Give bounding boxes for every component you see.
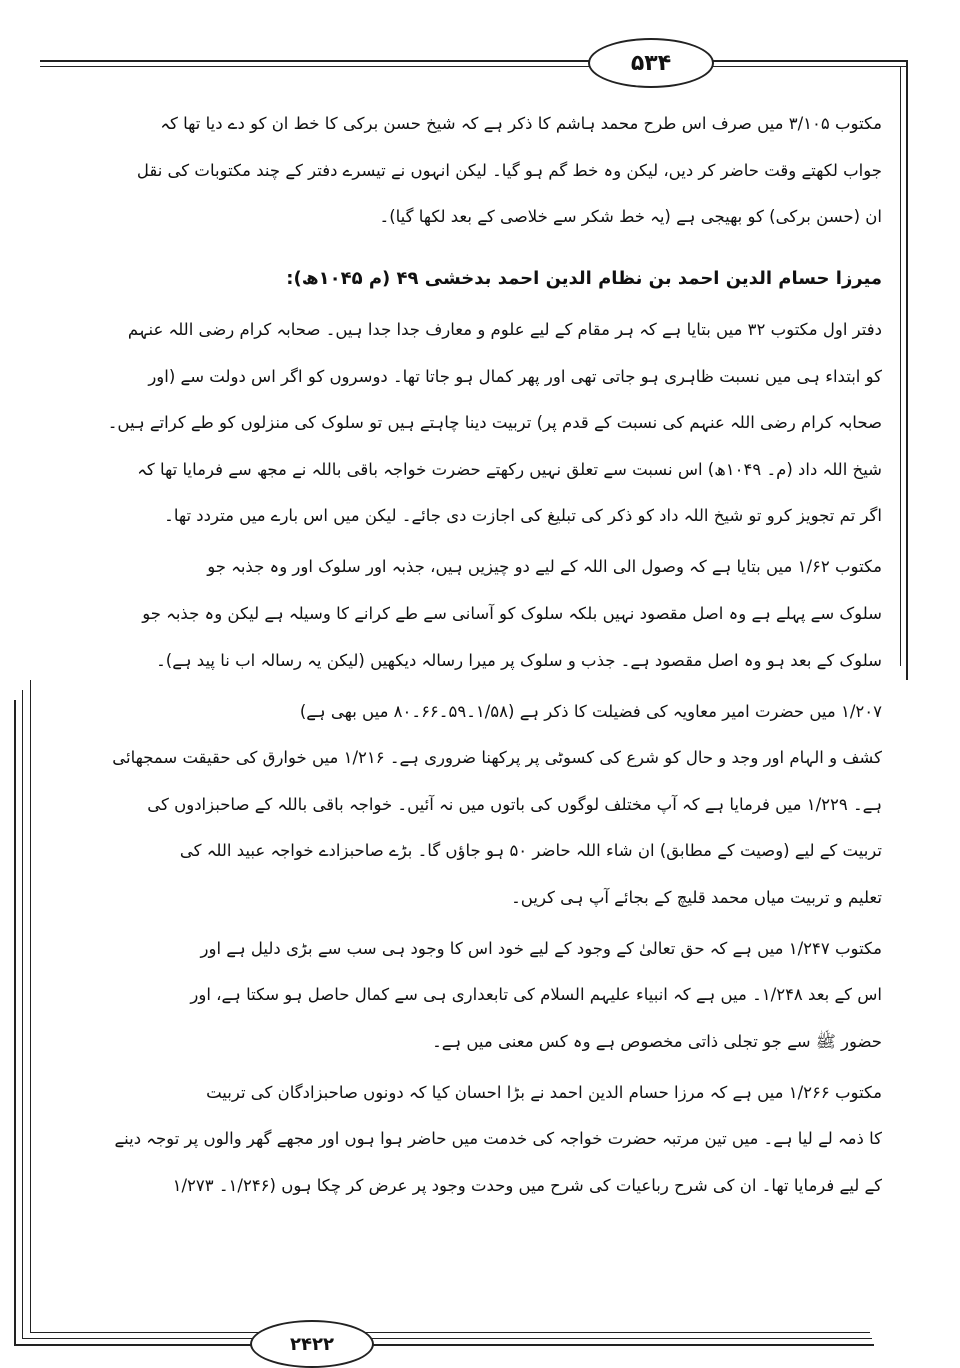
body-line: تربیت کے لیے (وصیت کے مطابق) ان شاء اللہ حاضر ۵۰ ہو جاؤں گا۔ بڑے صاحبزادے خواجہ عبید اللہ کی [179, 841, 882, 860]
body-line: ان (حسن برکی) کو بھیجی ہے (یہ خط شکر سے خلاصی کے بعد لکھا گیا)۔ [379, 207, 882, 226]
body-line: سلوک کے بعد ہو وہ اصل مقصود ہے۔ جذب و سلوک پر میرا رسالہ دیکھیں (لیکن یہ رسالہ اب نا پید ہے)۔ [156, 651, 882, 670]
bottom-frame-line-outer [14, 1344, 874, 1346]
bottom-frame-line-mid [22, 1338, 872, 1339]
body-line: کے لیے فرمایا تھا۔ ان کی شرح رباعیات کی شرح میں وحدت وجود پر عرض کر چکا ہوں (۱/۲۴۶۔ ۱/۲۷۳ [172, 1176, 882, 1195]
left-frame-line-outer [14, 700, 16, 1345]
body-line: صحابہ کرام رضی اللہ عنہم کی نسبت کے قدم پر) تربیت دینا چاہتے ہیں تو سلوک کی منزلوں کو طے کراتے ہیں۔ [107, 413, 882, 432]
body-line: کشف و الہام اور وجد و حال کو شرع کی کسوٹی پر پرکھنا ضروری ہے۔ ۱/۲۱۶ میں خوارق کی حقیقت سمجھائی [112, 748, 882, 767]
page-number-bottom: ۲۴۲۲ [250, 1320, 374, 1368]
body-line: مکتوب ۱/۲۶۶ میں ہے کہ مرزا حسام الدین احمد نے بڑا احسان کیا کہ دونوں صاحبزادگان کی تربیت [206, 1083, 882, 1102]
body-line: ہے۔ ۱/۲۲۹ میں فرمایا ہے کہ آپ مختلف لوگوں کی باتوں میں نہ آئیں۔ خواجہ باقی باللہ کے صاحبزادوں کی [147, 795, 882, 814]
top-frame-line [40, 60, 908, 62]
body-line: کو ابتداء ہی میں نسبت ظاہری ہو جاتی تھی اور پھر کمال ہو جاتا تھا۔ دوسروں کو اگر اس دولت سے (اور [148, 367, 882, 386]
right-frame-line-inner [900, 66, 901, 666]
body-line: ۱/۲۰۷ میں حضرت امیر معاویہ کی فضیلت کا ذکر ہے (۱/۵۸۔۵۹۔۶۶۔۸۰ میں بھی ہے) [299, 702, 882, 721]
body-line: تعلیم و تربیت میاں محمد قلیچ کے بجائے آپ ہی کریں۔ [511, 888, 882, 907]
body-line: اس کے بعد ۱/۲۴۸۔ میں ہے کہ انبیاء علیہم السلام کی تابعداری ہی سے کمال حاصل ہو سکتا ہے، اور [190, 985, 882, 1004]
body-line: کا ذمہ لے لیا ہے۔ میں تین مرتبہ حضرت خواجہ کی خدمت میں حاضر ہوا ہوں اور مجھے گھر والوں پر توجہ دینے [114, 1129, 882, 1148]
body-line: شیخ اللہ داد (م۔ ۱۰۴۹ھ) اس نسبت سے تعلق نہیں رکھتے حضرت خواجہ باقی باللہ نے مجھ سے فرمایا تھا کہ [137, 460, 882, 479]
body-line: اگر تم تجویز کرو تو شیخ اللہ داد کو ذکر کی تبلیغ کی اجازت دی جائے۔ لیکن میں اس بارے میں متردد تھا۔ [164, 506, 882, 525]
left-frame-line-inner [30, 680, 31, 1333]
right-frame-line [906, 60, 908, 680]
body-line: جواب لکھتے وقت حاضر کر دیں، لیکن وہ خط گم ہو گیا۔ لیکن انہوں نے تیسرے دفتر کے چند مکتوبات کی نقل [136, 161, 882, 180]
page-body [62, 110, 882, 1290]
bottom-frame-line-inner [30, 1332, 870, 1333]
body-line: حضور ﷺ سے جو تجلی ذاتی مخصوص ہے وہ کس معنی میں ہے۔ [432, 1032, 882, 1051]
section-heading: میرزا حسام الدین احمد بن نظام الدین احمد بدخشی ۴۹ (م ۱۰۴۵ھ): [286, 268, 882, 289]
body-line: مکتوب ۱/۲۴۷ میں ہے کہ حق تعالیٰ کے وجود کے لیے خود اس کا وجود ہی سب سے بڑی دلیل ہے اور [200, 939, 882, 958]
body-line: دفتر اول مکتوب ۳۲ میں بتایا ہے کہ ہر مقام کے لیے علوم و معارف جدا جدا ہیں۔ صحابہ کرام رضی اللہ عنہم [127, 320, 882, 339]
left-frame-line-mid [22, 690, 23, 1339]
body-line: سلوک سے پہلے ہے وہ اصل مقصود نہیں بلکہ سلوک کو آسانی سے طے کرانے کا وسیلہ ہے لیکن وہ جذبہ جو [142, 604, 882, 623]
body-line: مکتوب ۳/۱۰۵ میں صرف اس طرح محمد ہاشم کا ذکر ہے کہ شیخ حسن برکی کا خط ان کو دے دیا تھا کہ [160, 114, 882, 133]
page-number-top: ۵۳۴ [588, 38, 714, 88]
top-frame-line-inner [40, 66, 908, 67]
body-line: مکتوب ۱/۶۲ میں بتایا ہے کہ وصول الی اللہ کے لیے دو چیزیں ہیں، جذبہ اور سلوک اور وہ جذبہ جو [207, 557, 882, 576]
